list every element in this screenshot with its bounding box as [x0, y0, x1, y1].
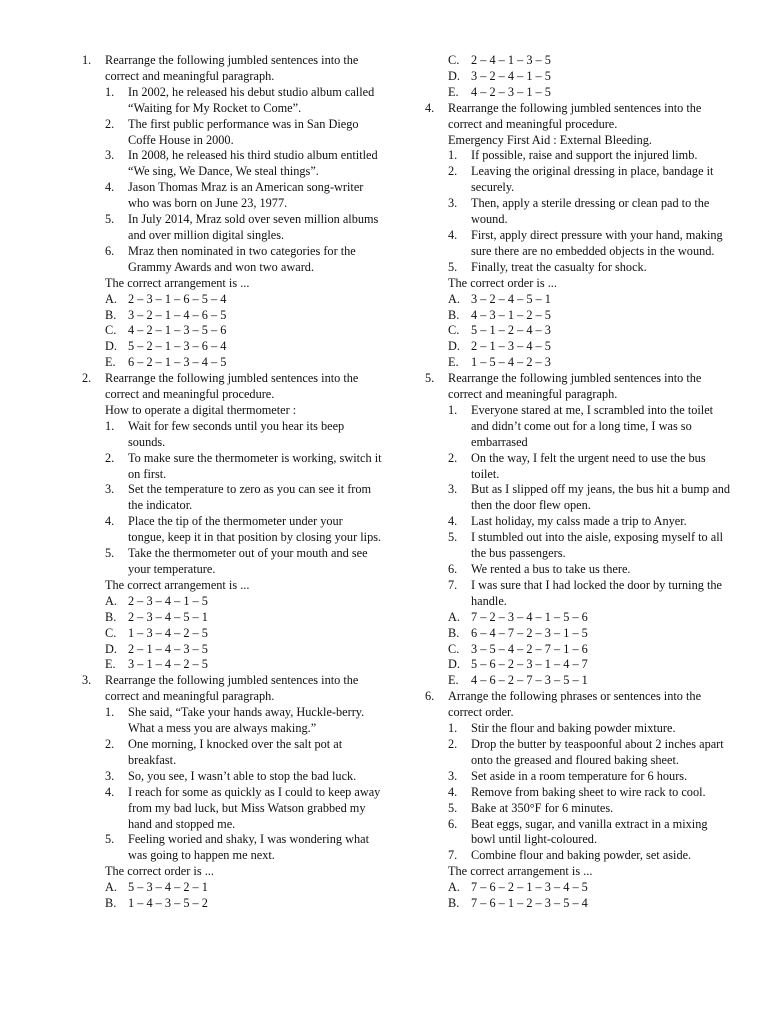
list-item: 4. Jason Thomas Mraz is an American song-writer who was born on June 23, 1977.: [105, 180, 364, 211]
answer-option: D. 3 – 2 – 4 – 1 – 5: [448, 68, 551, 83]
right-column: [425, 53, 730, 912]
question-footer: The correct order is ...: [105, 864, 214, 879]
list-item: 6. We rented a bus to take us there.: [448, 562, 631, 576]
question-1: [82, 53, 382, 371]
answer-option: E. 4 – 2 – 3 – 1 – 5: [448, 84, 551, 99]
question-2: [82, 371, 382, 673]
answer-option: E. 1 – 5 – 4 – 2 – 3: [448, 355, 551, 370]
list-item: 6. Mraz then nominated in two categories for the Grammy Awards and won two award.: [105, 243, 356, 274]
list-item: 1. Wait for few seconds until you hear its beep sounds.: [105, 418, 345, 449]
question-title: How to operate a digital thermometer :: [105, 402, 297, 417]
question-title: Emergency First Aid : External Bleeding.: [448, 132, 652, 147]
question-number: 1.: [82, 53, 92, 67]
list-item: 7. Combine flour and baking powder, set aside.: [448, 848, 692, 863]
question-3: [82, 673, 382, 912]
answer-option: D. 5 – 2 – 1 – 3 – 6 – 4: [105, 339, 227, 354]
answer-option: C. 2 – 4 – 1 – 3 – 5: [448, 53, 551, 67]
answer-option: A. 2 – 3 – 1 – 6 – 5 – 4: [105, 291, 227, 306]
question-prompt: Rearrange the following jumbled sentences into the correct and meaningful paragraph.: [105, 53, 359, 83]
list-item: 5. Finally, treat the casualty for shock.: [448, 259, 647, 274]
question-footer: The correct arrangement is ...: [105, 275, 250, 290]
question-footer: The correct arrangement is ...: [105, 577, 250, 592]
list-item: 7. I was sure that I had locked the door by turning the handle.: [448, 577, 722, 608]
question-4: [425, 101, 730, 371]
answer-option: E. 6 – 2 – 1 – 3 – 4 – 5: [105, 355, 227, 370]
answer-option: B. 6 – 4 – 7 – 2 – 3 – 1 – 5: [448, 625, 588, 640]
question-prompt: Rearrange the following jumbled sentences into the correct and meaningful procedure.: [448, 100, 702, 131]
question-number: 4.: [425, 100, 435, 115]
list-item: 3. So, you see, I wasn’t able to stop the bad luck.: [105, 768, 357, 783]
question-prompt: Rearrange the following jumbled sentences into the correct and meaningful paragraph.: [448, 371, 702, 402]
list-item: 1. Everyone stared at me, I scrambled into the toilet and didn’t come out for a long time, I was so embarrased: [448, 402, 714, 449]
question-number: 2.: [82, 371, 92, 386]
list-item: 5. Bake at 350°F for 6 minutes.: [448, 800, 614, 815]
question-prompt: Arrange the following phrases or sentences into the correct order.: [448, 689, 702, 720]
answer-option: B. 3 – 2 – 1 – 4 – 6 – 5: [105, 307, 227, 322]
answer-option: B. 7 – 6 – 1 – 2 – 3 – 5 – 4: [448, 896, 588, 911]
answer-option: B. 1 – 4 – 3 – 5 – 2: [105, 896, 208, 911]
list-item: 1. In 2002, he released his debut studio album called “Waiting for My Rocket to Come”.: [105, 84, 375, 115]
question-6: [425, 689, 730, 912]
list-item: 2. To make sure the thermometer is working, switch it on first.: [105, 450, 382, 481]
answer-option: A. 7 – 6 – 2 – 1 – 3 – 4 – 5: [448, 880, 588, 895]
question-number: 6.: [425, 689, 435, 704]
question-footer: The correct arrangement is ...: [448, 864, 593, 879]
answer-option: A. 7 – 2 – 3 – 4 – 1 – 5 – 6: [448, 609, 588, 624]
answer-option: D. 2 – 1 – 4 – 3 – 5: [105, 641, 208, 656]
answer-option: C. 1 – 3 – 4 – 2 – 5: [105, 625, 208, 640]
answer-option: A. 2 – 3 – 4 – 1 – 5: [105, 593, 208, 608]
list-item: 1. She said, “Take your hands away, Huckle-berry. What a mess you are always making.”: [105, 705, 365, 736]
list-item: 5. In July 2014, Mraz sold over seven million albums and over million digital singles.: [105, 212, 379, 242]
question-number: 3.: [82, 673, 92, 688]
list-item: 2. Leaving the original dressing in place, bandage it securely.: [448, 164, 714, 195]
answer-option: C. 5 – 1 – 2 – 4 – 3: [448, 323, 551, 338]
list-item: 6. Beat eggs, sugar, and vanilla extract in a mixing bowl until light-coloured.: [448, 816, 708, 847]
question-number: 5.: [425, 371, 435, 386]
list-item: 5. I stumbled out into the aisle, exposing myself to all the bus passengers.: [448, 530, 724, 561]
list-item: 2. On the way, I felt the urgent need to use the bus toilet.: [448, 450, 706, 481]
list-item: 1. Stir the flour and baking powder mixture.: [448, 721, 676, 736]
list-item: 4. Remove from baking sheet to wire rack to cool.: [448, 784, 706, 799]
answer-option: B. 2 – 3 – 4 – 5 – 1: [105, 609, 208, 624]
answer-option: D. 2 – 1 – 3 – 4 – 5: [448, 339, 551, 354]
answer-option: C. 3 – 5 – 4 – 2 – 7 – 1 – 6: [448, 641, 588, 656]
answer-option: A. 3 – 2 – 4 – 5 – 1: [448, 291, 551, 306]
list-item: 1. If possible, raise and support the injured limb.: [448, 148, 698, 163]
answer-option: B. 4 – 3 – 1 – 2 – 5: [448, 307, 551, 322]
left-column: [82, 53, 382, 912]
list-item: 3. Set the temperature to zero as you can see it from the indicator.: [105, 482, 372, 513]
list-item: 3. Then, apply a sterile dressing or clean pad to the wound.: [448, 196, 710, 227]
list-item: 2. The first public performance was in San Diego Coffe House in 2000.: [105, 116, 359, 147]
list-item: 2. Drop the butter by teaspoonful about 2 inches apart onto the greased and floured baking sheet.: [448, 736, 724, 767]
list-item: 4. I reach for some as quickly as I could to keep away from my bad luck, but Miss Watson grabbed my hand and stopped me.: [105, 784, 381, 831]
list-item: 3. Set aside in a room temperature for 6 hours.: [448, 768, 688, 783]
question-3-continued: [425, 53, 730, 101]
list-item: 4. First, apply direct pressure with your hand, making sure there are no embedded objects in the wound.: [448, 227, 723, 258]
question-prompt: Rearrange the following jumbled sentences into the correct and meaningful procedure.: [105, 371, 359, 402]
answer-option: D. 5 – 6 – 2 – 3 – 1 – 4 – 7: [448, 657, 588, 672]
question-footer: The correct order is ...: [448, 275, 557, 290]
list-item: 2. One morning, I knocked over the salt pot at breakfast.: [105, 736, 343, 767]
list-item: 5. Feeling woried and shaky, I was wondering what was going to happen me next.: [105, 832, 369, 863]
answer-option: A. 5 – 3 – 4 – 2 – 1: [105, 880, 208, 895]
list-item: 3. But as I slipped off my jeans, the bus hit a bump and then the door flew open.: [448, 482, 730, 513]
question-prompt: Rearrange the following jumbled sentences into the correct and meaningful paragraph.: [105, 673, 359, 704]
list-item: 3. In 2008, he released his third studio album entitled “We sing, We Dance, We steal things”.: [105, 148, 378, 179]
answer-option: E. 3 – 1 – 4 – 2 – 5: [105, 657, 208, 672]
answer-option: E. 4 – 6 – 2 – 7 – 3 – 5 – 1: [448, 673, 588, 688]
answer-option: C. 4 – 2 – 1 – 3 – 5 – 6: [105, 323, 227, 338]
question-5: [425, 371, 730, 689]
list-item: 4. Place the tip of the thermometer under your tongue, keep it in that position by closing your lips.: [105, 514, 382, 545]
list-item: 4. Last holiday, my calss made a trip to Anyer.: [448, 514, 687, 529]
list-item: 5. Take the thermometer out of your mouth and see your temperature.: [105, 546, 368, 576]
